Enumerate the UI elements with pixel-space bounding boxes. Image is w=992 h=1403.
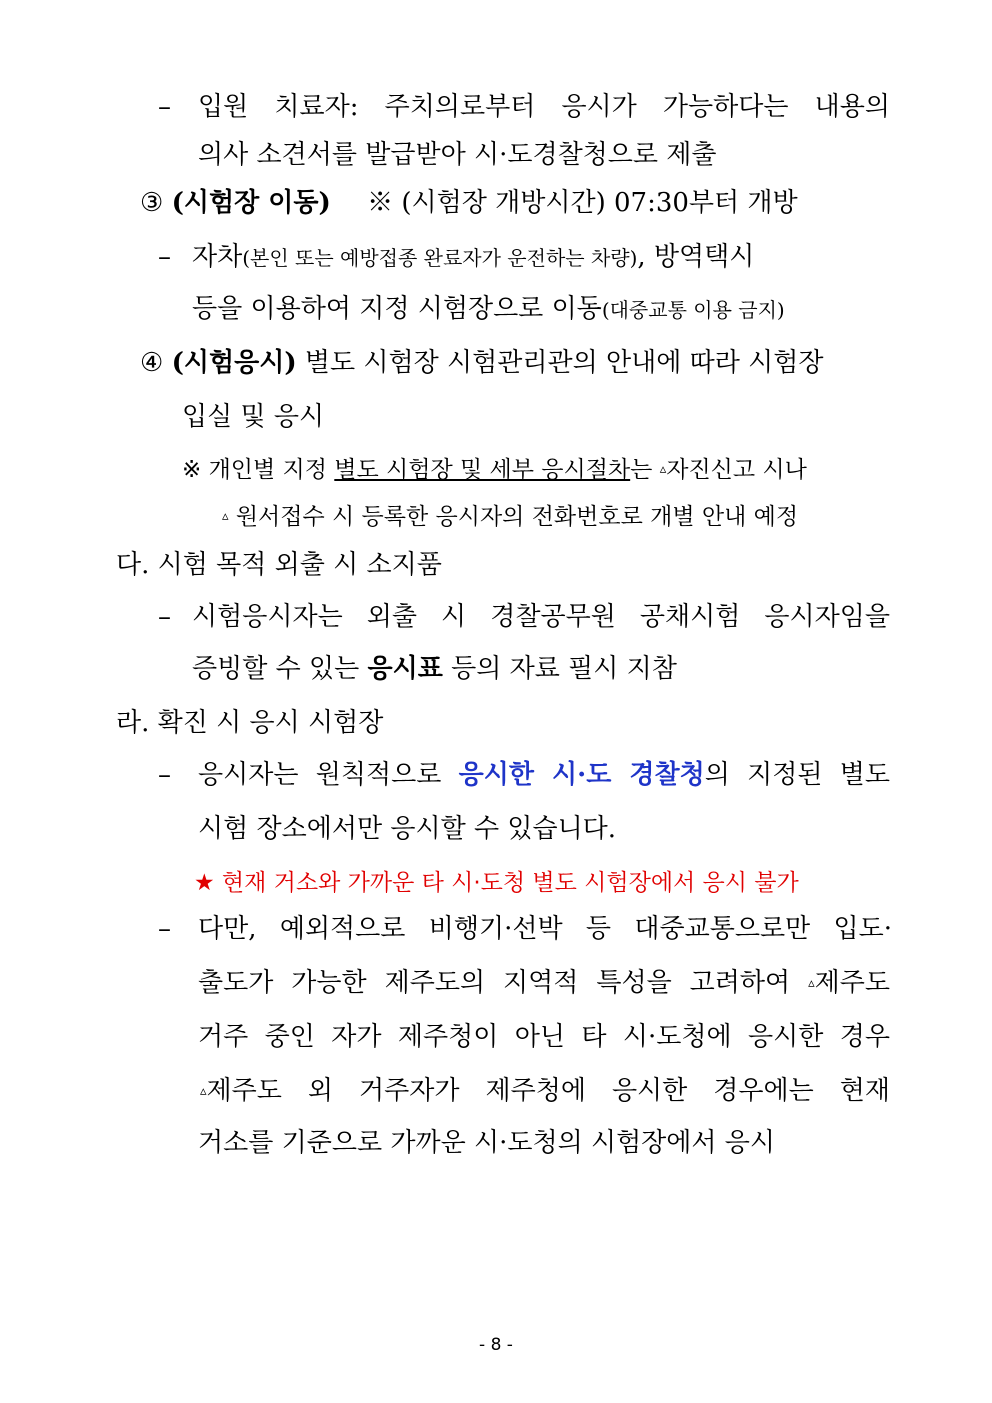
text-line-8 <box>182 453 807 487</box>
text-line-2: 의사 소견서를 발급받아 시·도경찰청으로 제출 <box>198 140 717 170</box>
opening-time-note: ※ (시험장 개방시간) 07:30부터 개방 <box>367 188 798 218</box>
text-segment: 원서접수 시 등록한 응시자의 전화번호로 개별 안내 예정 <box>228 504 799 530</box>
bold-text: 응시표 <box>367 654 443 684</box>
dash-marker: – <box>158 760 171 790</box>
text-line-6 <box>140 346 823 380</box>
text-line-12 <box>192 652 677 686</box>
text-line-18 <box>198 966 890 1001</box>
text-segment: 의 지정된 별도 <box>704 760 890 790</box>
text-line-4 <box>192 240 754 275</box>
step-number-4: ④ <box>140 348 164 378</box>
text-line-15: 시험 장소에서만 응시할 수 있습니다. <box>198 814 617 844</box>
text-line-7: 입실 및 응시 <box>182 402 325 432</box>
text-segment-small: (본인 또는 예방접종 완료자가 운전하는 차량) <box>242 246 638 270</box>
dash-marker: – <box>158 242 171 272</box>
section-heading-ra: 라. 확진 시 응시 시험장 <box>116 708 384 738</box>
underlined-text: 별도 시험장 및 세부 응시절차 <box>334 457 631 483</box>
text-line-20 <box>200 1074 890 1109</box>
triangle-bullet-icon: ▵ <box>200 1084 207 1099</box>
text-segment-small: (대중교통 이용 금지) <box>601 298 785 322</box>
page-number: - 8 - <box>479 1335 513 1355</box>
text-segment: 는 <box>630 457 660 483</box>
step-number-3: ③ <box>140 188 164 218</box>
dash-marker: – <box>158 914 171 944</box>
text-segment: 별도 시험장 시험관리관의 안내에 따라 시험장 <box>304 348 824 378</box>
text-line-9 <box>222 500 798 534</box>
triangle-bullet-icon: ▵ <box>222 509 229 524</box>
text-segment: 제주도 <box>814 968 890 998</box>
text-segment: 등을 이용하여 지정 시험장으로 이동 <box>192 294 602 324</box>
text-line-11: 시험응시자는 외출 시 경찰공무원 공채시험 응시자임을 <box>192 602 890 632</box>
text-line-17: 다만, 예외적으로 비행기·선박 등 대중교통으로만 입도· <box>198 914 892 944</box>
dash-marker: – <box>158 92 171 122</box>
text-segment: 자차 <box>192 242 243 272</box>
step-heading-exam: (시험응시) <box>171 348 297 378</box>
text-segment: , 방역택시 <box>637 242 755 272</box>
text-line-5 <box>192 292 785 327</box>
text-line-14 <box>198 758 890 792</box>
text-line-1: 입원 치료자: 주치의로부터 응시가 가능하다는 내용의 <box>198 92 890 122</box>
text-segment: 응시자는 원칙적으로 <box>198 760 459 790</box>
text-segment: 제주도 외 거주자가 제주청에 응시한 경우에는 현재 <box>206 1076 890 1106</box>
step-heading-move: (시험장 이동) <box>171 188 331 218</box>
text-segment: 출도가 가능한 제주도의 지역적 특성을 고려하여 <box>198 968 809 998</box>
text-line-19: 거주 중인 자가 제주청이 아닌 타 시·도청에 응시한 경우 <box>198 1022 890 1052</box>
text-segment: ※ 개인별 지정 <box>182 457 335 483</box>
dash-marker: – <box>158 602 171 632</box>
section-heading-da: 다. 시험 목적 외출 시 소지품 <box>116 550 442 580</box>
highlighted-blue-text: 응시한 시·도 경찰청 <box>458 760 705 790</box>
text-line-21: 거소를 기준으로 가까운 시·도청의 시험장에서 응시 <box>198 1128 776 1158</box>
triangle-bullet-icon: ▵ <box>659 462 667 477</box>
text-line-3 <box>140 186 798 220</box>
text-segment: 증빙할 수 있는 <box>192 654 368 684</box>
text-segment: 자진신고 시나 <box>666 457 807 483</box>
warning-line: ★ 현재 거소와 가까운 타 시·도청 별도 시험장에서 응시 불가 <box>194 870 799 896</box>
triangle-bullet-icon: ▵ <box>808 976 815 991</box>
text-segment: 등의 자료 필시 지참 <box>442 654 677 684</box>
